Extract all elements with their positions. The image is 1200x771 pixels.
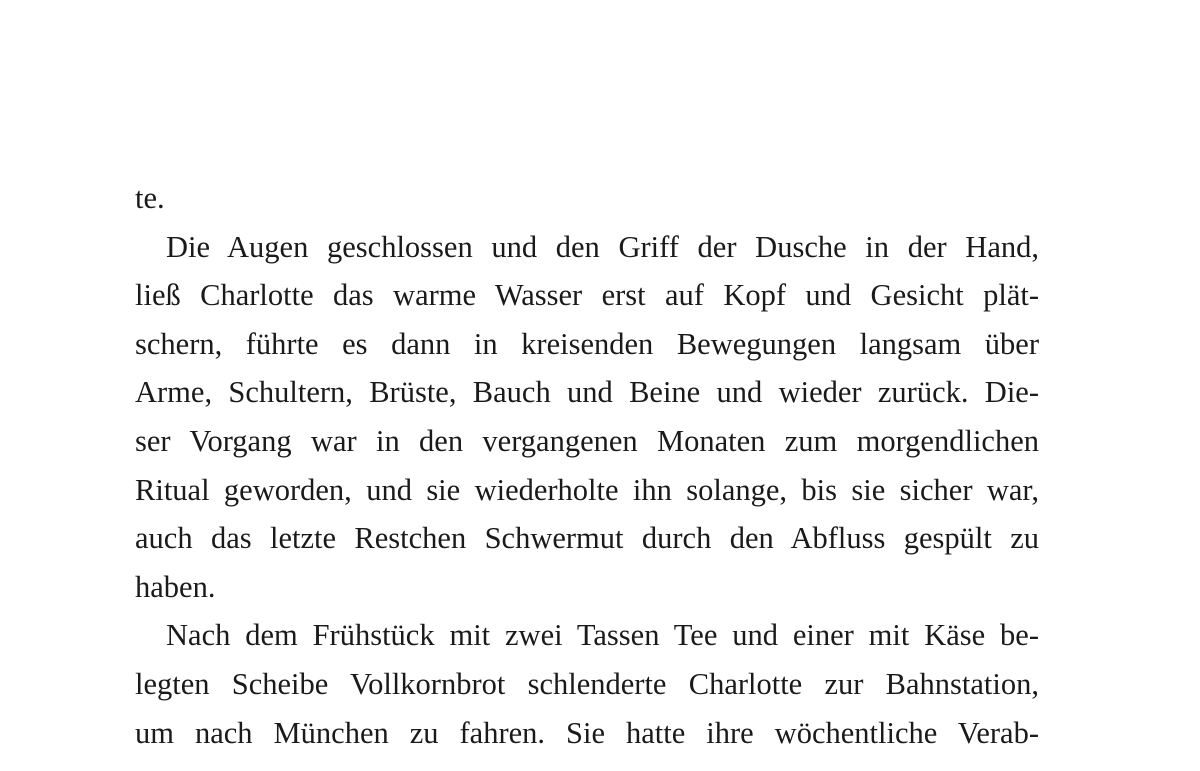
- text-line: auch das letzte Restchen Schwermut durch den Abfluss gespült zu: [135, 521, 1039, 556]
- text-line: te.: [135, 181, 165, 215]
- paragraph-first-line: Die Augen geschlossen und den Griff der Dusche in der Hand,: [166, 229, 1039, 264]
- text-line: ließ Charlotte das warme Wasser erst auf Kopf und Gesicht plät-: [135, 278, 1039, 313]
- text-line: um nach München zu fahren. Sie hatte ihre wöchentliche Verab-: [135, 715, 1039, 750]
- text-line: Arme, Schultern, Brüste, Bauch und Beine und wieder zurück. Die-: [135, 375, 1039, 410]
- body-text: [135, 174, 1039, 757]
- text-line: Ritual geworden, und sie wiederholte ihn solange, bis sie sicher war,: [135, 472, 1039, 507]
- text-line: legten Scheibe Vollkornbrot schlenderte Charlotte zur Bahnstation,: [135, 666, 1039, 701]
- text-line: ser Vorgang war in den vergangenen Monaten zum morgendlichen: [135, 423, 1039, 458]
- text-line: schern, führte es dann in kreisenden Bewegungen langsam über: [135, 326, 1039, 361]
- paragraph-first-line: Nach dem Frühstück mit zwei Tassen Tee und einer mit Käse be-: [166, 618, 1039, 653]
- paragraph-last-line: haben.: [135, 569, 216, 604]
